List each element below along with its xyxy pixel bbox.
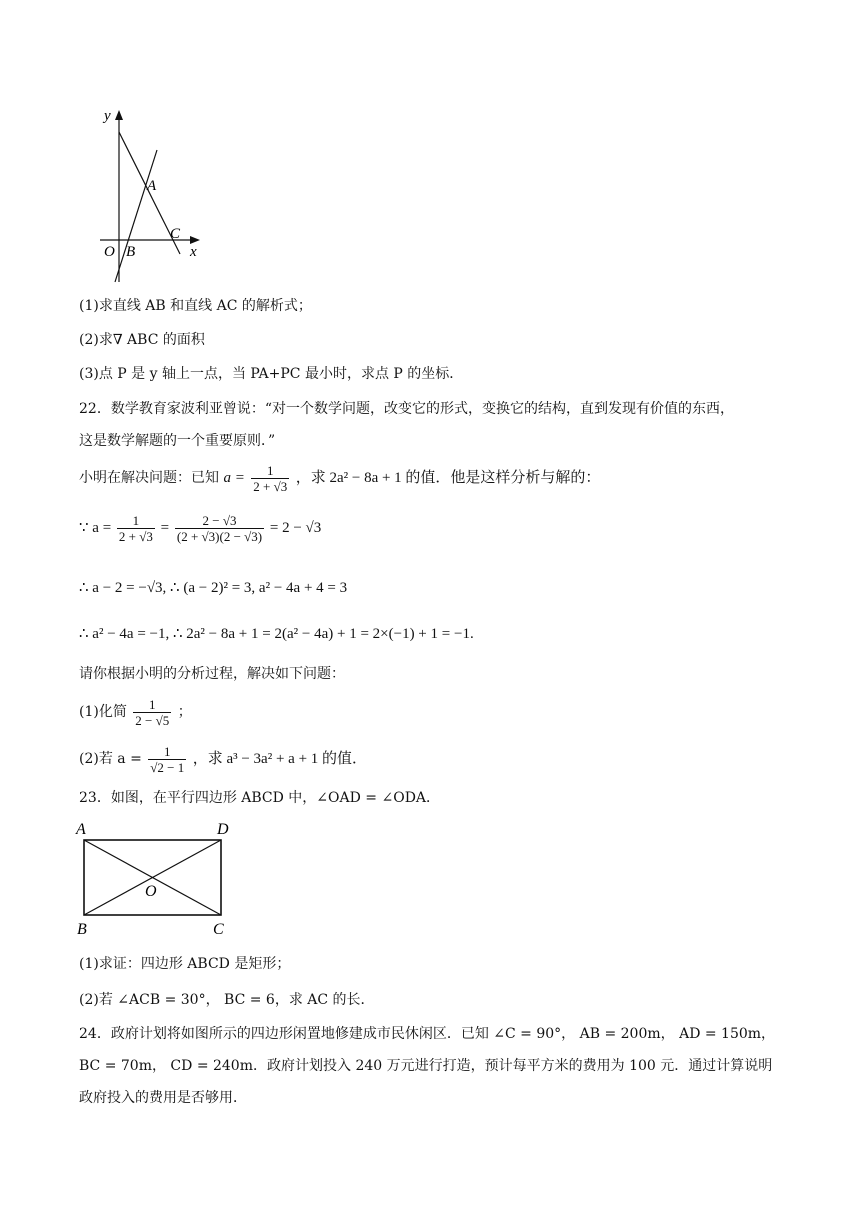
q22-step2: ∴ a − 2 = −√3, ∴ (a − 2)² = 3, a² − 4a + 4 = 3 xyxy=(79,580,348,596)
label-a: A xyxy=(147,178,157,194)
label-b: B xyxy=(77,921,87,938)
q23-part1: (1)求证：四边形 ABCD 是矩形； xyxy=(79,956,291,972)
label-y: y xyxy=(104,108,111,124)
fraction-numerator: 2 − √3 xyxy=(202,513,237,529)
q22-given xyxy=(79,458,600,498)
q22-sub2-post: ，求 a³ − 3a² + a + 1 的值． xyxy=(192,751,368,767)
y-axis-arrow xyxy=(115,110,123,120)
label-a: A xyxy=(76,821,86,838)
q21-part1: (1)求直线 AB 和直线 AC 的解析式； xyxy=(79,298,312,314)
label-o: O xyxy=(104,244,115,260)
q22-sub2-fraction xyxy=(148,744,186,775)
line-ab xyxy=(115,150,157,282)
q23-part2: (2)若 ∠ACB = 30°， BC = 6，求 AC 的长． xyxy=(79,992,375,1008)
q22-intro-line1: 22．数学教育家波利亚曾说：“对一个数学问题，改变它的形式，变换它的结构，直到发现有价值的东西， xyxy=(79,401,734,417)
label-o: O xyxy=(145,883,157,900)
q22-sub1-post: ； xyxy=(177,704,192,720)
label-c: C xyxy=(170,226,181,242)
q22-intro-line2: 这是数学解题的一个重要原则．” xyxy=(79,433,276,449)
q22-step1-fraction1 xyxy=(117,513,155,544)
q24-line3: 政府投入的费用是否够用． xyxy=(79,1090,247,1106)
fraction-numerator: 1 xyxy=(132,513,140,529)
fraction-denominator: √2 − 1 xyxy=(150,759,185,775)
q21-part3: (3)点 P 是 y 轴上一点，当 PA+PC 最小时，求点 P 的坐标． xyxy=(79,366,464,382)
coordinate-figure xyxy=(100,104,210,286)
label-b: B xyxy=(126,244,136,260)
fraction-numerator: 1 xyxy=(164,743,171,759)
fraction-numerator: 1 xyxy=(149,696,156,712)
q24-line1: 24．政府计划将如图所示的四边形闲置地修建成市民休闲区．已知 ∠C = 90°， AB = 200m， AD = 150m， xyxy=(79,1026,776,1042)
label-d: D xyxy=(217,821,229,838)
q22-step1: ∵ a = $\frac{1}{2 + √3}$ = $\frac{2 - √3}{(2 + √3)(2 - √3)}$ = 2 − √3 xyxy=(79,513,322,545)
fraction-numerator: 1 xyxy=(267,462,274,478)
q22-step3: ∴ a² − 4a = −1, ∴ 2a² − 8a + 1 = 2(a² − 4a) + 1 = 2×(−1) + 1 = −1. xyxy=(79,626,474,642)
label-x: x xyxy=(190,244,197,260)
q22-step1-fraction2 xyxy=(175,513,264,544)
q22-given-fraction xyxy=(251,463,289,494)
label-c: C xyxy=(213,921,224,938)
q22-sub1-fraction xyxy=(133,697,171,728)
fraction-denominator: 2 + √3 xyxy=(253,478,288,494)
q22-step1-post: = 2 − √3 xyxy=(269,520,322,536)
x-axis-arrow xyxy=(190,236,200,244)
q22-sub1 xyxy=(79,692,192,732)
rectangle-figure xyxy=(74,818,244,940)
fraction-denominator: 2 − √5 xyxy=(135,712,170,728)
q22-prompt: 请你根据小明的分析过程，解决如下问题： xyxy=(79,666,345,682)
q24-line2: BC = 70m， CD = 240m．政府计划投入 240 万元进行打造，预计每平方米的费用为 100 元．通过计算说明 xyxy=(79,1058,773,1074)
q23-intro: 23．如图，在平行四边形 ABCD 中，∠OAD = ∠ODA． xyxy=(79,790,441,806)
fraction-denominator: 2 + √3 xyxy=(118,529,153,545)
q22-given-pre: 小明在解决问题：已知 xyxy=(79,470,219,486)
q22-given-post: ，求 2a² − 8a + 1 的值．他是这样分析与解的： xyxy=(295,470,601,486)
q22-step1-pre: ∵ a = xyxy=(79,520,112,536)
fraction-denominator: (2 + √3)(2 − √3) xyxy=(176,529,263,545)
q22-sub2 xyxy=(79,739,367,779)
q21-part2: (2)求∇ ABC 的面积 xyxy=(79,332,205,348)
q22-sub2-pre: (2)若 a = xyxy=(79,751,142,767)
q22-given-a: a = xyxy=(223,470,245,486)
q22-sub1-pre: (1)化简 xyxy=(79,704,127,720)
